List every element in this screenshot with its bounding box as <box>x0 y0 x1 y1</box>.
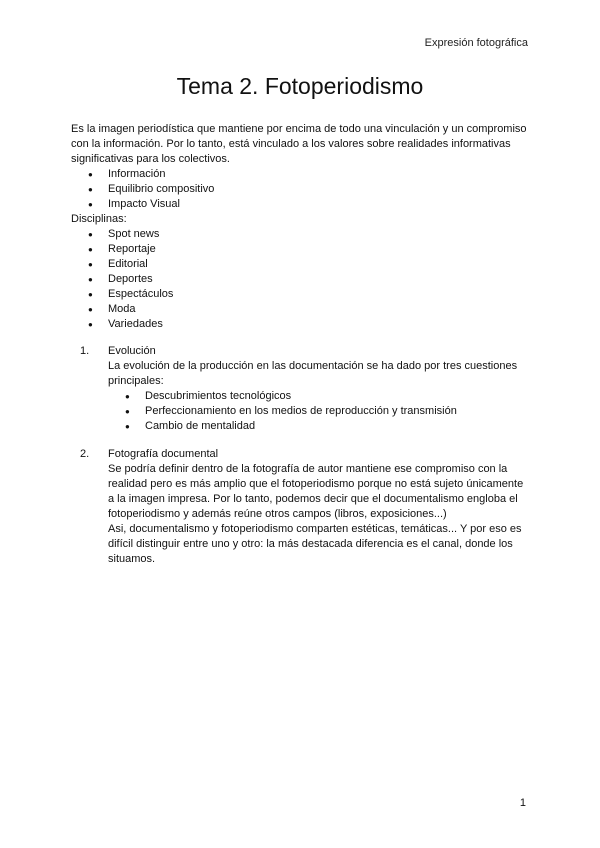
sections-list <box>71 344 531 567</box>
list-item: ● Perfeccionamiento en los medios de reproducción y transmisión <box>108 404 531 419</box>
section-text-2: Asi, documentalismo y fotoperiodismo comparten estéticas, temáticas... Y por eso es difícil distinguir entre uno y otro: la más destacada diferencia es el canal, donde los situamos. <box>108 523 522 565</box>
list-item: ● Descubrimientos tecnológicos <box>108 389 531 404</box>
section-fotografia-documental <box>71 447 531 567</box>
page-title: Tema 2. Fotoperiodismo <box>176 73 424 99</box>
section-heading: Fotografía documental <box>108 448 219 460</box>
document-body <box>71 122 531 567</box>
list-item: ● Espectáculos <box>71 287 531 302</box>
list-item: ● Editorial <box>71 257 531 272</box>
list-item: ● Variedades <box>71 317 531 332</box>
section-number: 1. <box>80 345 90 357</box>
list-item: ● Reportaje <box>71 242 531 257</box>
section-sublist <box>108 389 531 434</box>
page-number: 1 <box>519 797 526 809</box>
disciplines-list <box>71 227 531 332</box>
section-text: Se podría definir dentro de la fotografía de autor mantiene ese compromiso con la realidad pero es más amplio que el fotoperiodismo porque no está sujeto únicamente a la imagen impresa. Por lo tanto, podemos decir que el documentalismo engloba el fotoperiodismo y además reúne otros campos (libros, exposiciones...) <box>108 463 524 520</box>
list-item: ● Cambio de mentalidad <box>108 419 531 434</box>
list-item: ● Información <box>71 167 531 182</box>
list-item: ● Equilibrio compositivo <box>71 182 531 197</box>
section-text: La evolución de la producción en las documentación se ha dado por tres cuestiones principales: <box>108 360 518 387</box>
section-number: 2. <box>80 448 90 460</box>
list-item: ● Spot news <box>71 227 531 242</box>
running-header: Expresión fotográfica <box>424 37 528 49</box>
features-list <box>71 167 531 212</box>
list-item: ● Moda <box>71 302 531 317</box>
section-evolucion <box>71 344 531 434</box>
disciplines-label: Disciplinas: <box>71 213 127 225</box>
list-item: ● Deportes <box>71 272 531 287</box>
section-heading: Evolución <box>108 345 156 357</box>
intro-paragraph: Es la imagen periodística que mantiene por encima de todo una vinculación y un compromiso con la información. Por lo tanto, está vinculado a los valores sobre realidades informativas significativas para los colectivos. <box>71 123 527 165</box>
list-item: ● Impacto Visual <box>71 197 531 212</box>
